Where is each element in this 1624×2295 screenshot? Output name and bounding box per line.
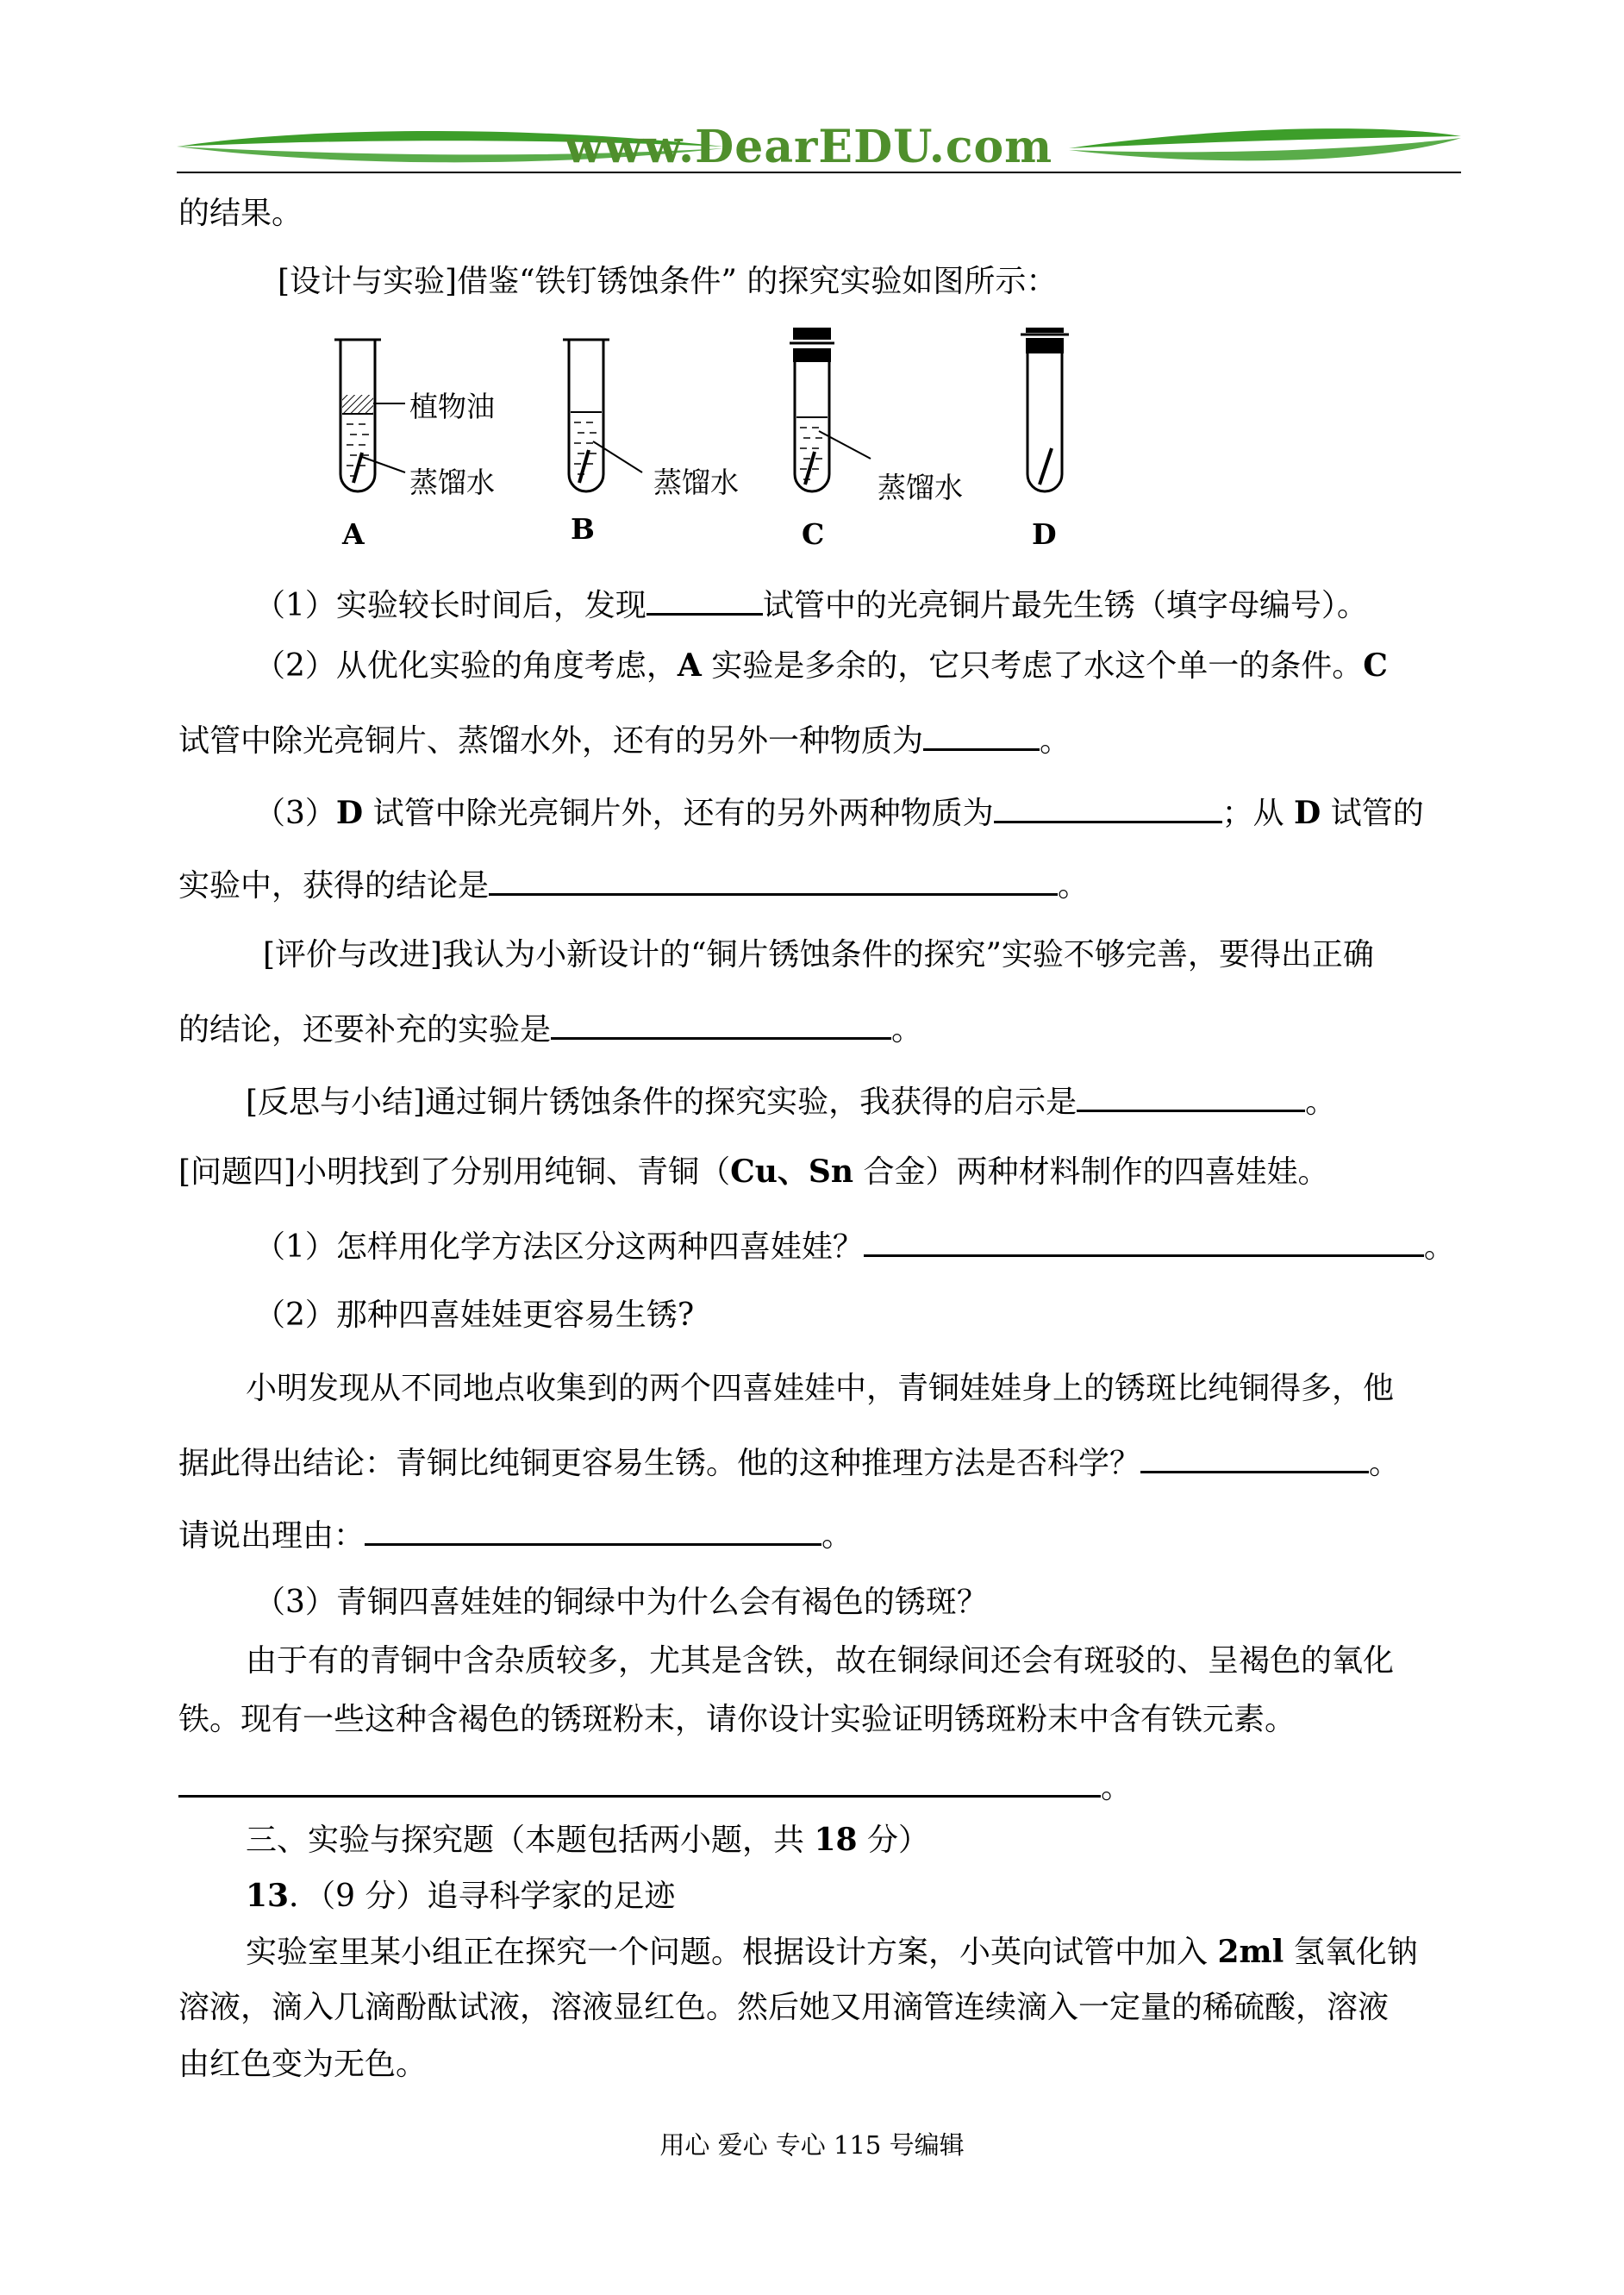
answer-blank[interactable]: [864, 1225, 1424, 1257]
tube-label-d: D: [1032, 517, 1057, 551]
question-13-text: 实验室里某小组正在探究一个问题。根据设计方案，小英向试管中加入 2ml 氢氧化钠: [246, 1934, 1418, 1970]
evaluation-line: [评价与改进]我认为小新设计的“铜片锈蚀条件的探究”实验不够完善，要得出正确: [263, 937, 1374, 972]
problem-4-q2-reason: 请说出理由： 。: [178, 1514, 853, 1555]
reflection-line: [反思与小结]通过铜片锈蚀条件的探究实验，我获得的启示是 。: [246, 1080, 1336, 1122]
label-distilled-water-b: 蒸馏水: [653, 466, 739, 499]
problem-4-heading: [问题四]小明找到了分别用纯铜、青铜（Cu、Sn 合金）两种材料制作的四喜娃娃。: [178, 1154, 1329, 1190]
question-13-heading: 13．（9 分）追寻科学家的足迹: [246, 1878, 676, 1914]
answer-blank[interactable]: [1077, 1080, 1305, 1112]
label-vegetable-oil: 植物油: [409, 390, 495, 423]
tube-label-c: C: [802, 517, 825, 551]
problem-4-q2: （2）那种四喜娃娃更容易生锈?: [254, 1298, 695, 1333]
design-experiment-heading: [设计与实验]借鉴“铁钉锈蚀条件” 的探究实验如图所示：: [278, 264, 1058, 299]
answer-blank[interactable]: [1140, 1441, 1369, 1473]
text-line: 的结果。: [178, 196, 303, 231]
problem-4-q1: （1）怎样用化学方法区分这两种四喜娃娃？ 。: [254, 1225, 1455, 1266]
page-footer: 用心 爱心 专心 115 号编辑: [659, 2130, 965, 2160]
tube-a: [334, 340, 405, 491]
question-13-text-cont: 溶液，滴入几滴酚酞试液，溶液显红色。然后她又用滴管连续滴入一定量的稀硫酸，溶液: [178, 1990, 1390, 2025]
label-distilled-water-c: 蒸馏水: [878, 471, 963, 504]
tube-b: [563, 340, 642, 491]
problem-4-q3-text: 由于有的青铜中含杂质较多，尤其是含铁，故在铜绿间还会有斑驳的、呈褐色的氧化: [246, 1643, 1395, 1679]
question-2-cont: 试管中除光亮铜片、蒸馏水外，还有的另外一种物质为 。: [178, 719, 1071, 760]
problem-4-q2-text-cont: 据此得出结论：青铜比纯铜更容易生锈。他的这种推理方法是否科学？ 。: [178, 1441, 1400, 1483]
problem-4-q2-text: 小明发现从不同地点收集到的两个四喜娃娃中，青铜娃娃身上的锈斑比纯铜得多，他: [246, 1371, 1395, 1406]
section-3-heading: 三、实验与探究题（本题包括两小题，共 18 分）: [246, 1822, 930, 1858]
tube-label-a: A: [342, 517, 365, 551]
answer-blank[interactable]: [994, 791, 1222, 823]
test-tube-figure: [319, 328, 1095, 560]
answer-blank[interactable]: [551, 1008, 891, 1040]
question-1: （1）实验较长时间后，发现 试管中的光亮铜片最先生锈（填字母编号）。: [254, 584, 1368, 625]
answer-blank[interactable]: [178, 1766, 1101, 1798]
problem-4-q3-answer: 。: [178, 1766, 1132, 1807]
problem-4-q3-text-cont: 铁。现有一些这种含褐色的锈斑粉末，请你设计实验证明锈斑粉末中含有铁元素。: [178, 1702, 1296, 1737]
tube-c: [790, 328, 871, 491]
answer-blank[interactable]: [489, 864, 1058, 896]
answer-blank[interactable]: [646, 584, 763, 616]
answer-blank[interactable]: [365, 1514, 821, 1546]
answer-blank[interactable]: [923, 719, 1040, 751]
question-3-cont: 实验中，获得的结论是 。: [178, 864, 1089, 905]
question-3: （3）D 试管中除光亮铜片外，还有的另外两种物质为 ；从 D 试管的: [254, 791, 1424, 833]
site-logo[interactable]: www.DearEDU.com: [565, 121, 1053, 173]
problem-4-q3: （3）青铜四喜娃娃的铜绿中为什么会有褐色的锈斑？: [254, 1585, 988, 1620]
evaluation-line-cont: 的结论，还要补充的实验是 。: [178, 1008, 922, 1049]
question-2: （2）从优化实验的角度考虑，A 实验是多余的，它只考虑了水这个单一的条件。C: [254, 647, 1388, 684]
question-13-text-end: 由红色变为无色。: [178, 2047, 428, 2082]
label-distilled-water-a: 蒸馏水: [409, 466, 495, 499]
tube-label-b: B: [571, 512, 595, 546]
tube-d: [1021, 328, 1069, 491]
